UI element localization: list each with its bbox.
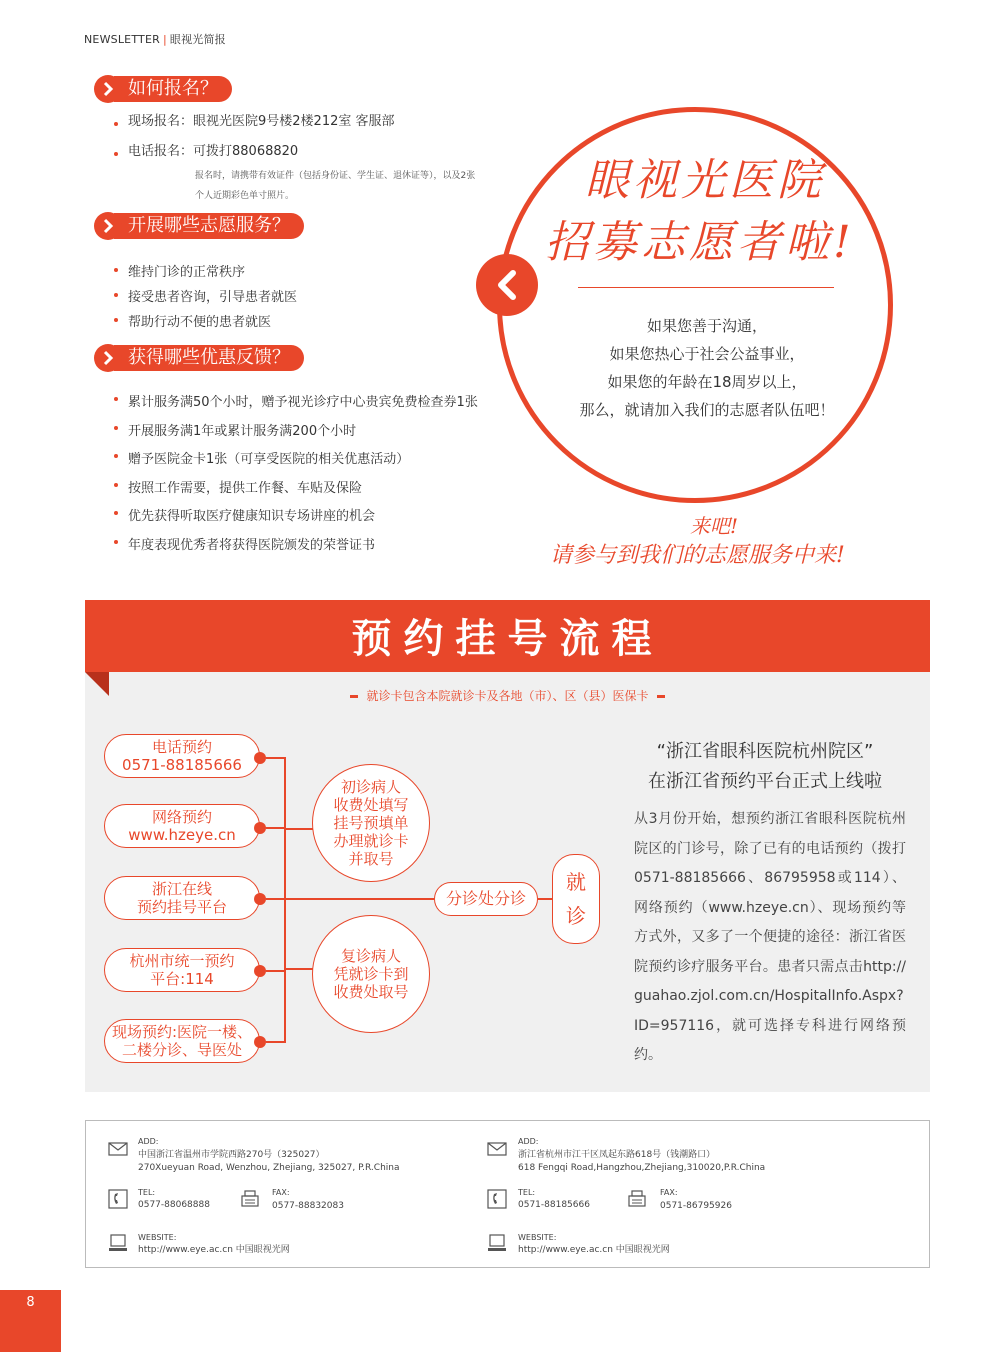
- tel-value: 0577-88068888: [138, 1200, 210, 1210]
- phone-icon: [487, 1189, 507, 1209]
- return-visit-line: 凭就诊卡到: [333, 965, 409, 983]
- connector: [284, 757, 286, 1043]
- channel-line: 平台:114: [150, 970, 214, 988]
- call-to-action-line1: 来吧!: [690, 514, 739, 538]
- flow-dot: [254, 965, 266, 977]
- list-item: 接受患者咨询，引导患者就医: [114, 285, 297, 310]
- first-visit-line: 初诊病人: [340, 778, 401, 796]
- newsletter-header: [84, 31, 226, 47]
- flow-dot: [254, 1036, 266, 1048]
- call-to-action-line2: 请参与到我们的志愿服务中来!: [550, 543, 845, 568]
- fax-label: FAX:: [272, 1188, 290, 1197]
- address-en: 618 Fengqi Road,Hangzhou,Zhejiang,310020,P.R.China: [518, 1163, 766, 1173]
- fax-label: FAX:: [660, 1188, 678, 1197]
- channel-line: 网络预约: [151, 808, 212, 826]
- connector: [284, 968, 314, 970]
- visit-char: 诊: [566, 904, 586, 928]
- flow-subtitle-text: 就诊卡包含本院就诊卡及各地（市）、区（县）医保卡: [366, 689, 649, 703]
- news-body: 从3月份开始，想预约浙江省眼科医院杭州院区的门诊号，除了已有的电话预约（拨打0571-88185666、86795958或114）、网络预约（www.hzeye.cn）、现场预约等方式外，又多了一个便捷的途径：浙江省医院预约诊疗服务平台。患者只需点击http://guahao.zjol.com.cn/HospitalInfo.Aspx?ID=957116，就可选择专科进行网络预约。: [634, 811, 906, 1063]
- benefits-list: [114, 389, 478, 560]
- news-title-line1: “浙江省眼科医院杭州院区”: [656, 741, 874, 762]
- tel-value: 0571-88185666: [518, 1200, 590, 1210]
- list-item: 电话报名：可拨打88068820: [114, 144, 395, 160]
- list-item: 赠予医院金卡1张（可享受医院的相关优惠活动）: [114, 446, 478, 475]
- circle-title-line1: 眼视光医院: [585, 155, 825, 206]
- address-cn: 中国浙江省温州市学院西路270号（325027）: [138, 1150, 325, 1160]
- channel-phone: [104, 734, 260, 778]
- first-visit-line: 收费处填写: [333, 796, 409, 814]
- mail-icon: [487, 1139, 507, 1159]
- news-title: [615, 737, 915, 797]
- first-visit-line: 挂号预填单: [333, 814, 409, 832]
- page-number: 8: [26, 1295, 35, 1310]
- list-item: 年度表现优秀者将获得医院颁发的荣誉证书: [114, 532, 478, 561]
- flow-dot: [254, 893, 266, 905]
- return-visit-circle: [312, 915, 430, 1033]
- list-item: 优先获得听取医疗健康知识专场讲座的机会: [114, 503, 478, 532]
- circle-divider: [578, 287, 834, 288]
- channel-line: www.hzeye.cn: [128, 826, 236, 844]
- connector: [284, 898, 434, 900]
- website-value: http://www.eye.ac.cn 中国眼视光网: [138, 1245, 290, 1255]
- connector: [266, 1041, 286, 1043]
- header-separator: |: [162, 33, 167, 46]
- channel-line: 杭州市统一预约: [129, 952, 235, 970]
- computer-icon: [487, 1233, 507, 1253]
- address-label: ADD:: [518, 1137, 539, 1146]
- section-services-title: 开展哪些志愿服务？: [114, 213, 304, 239]
- fax-value: 0571-86795926: [660, 1201, 732, 1211]
- channel-hangzhou-114: [104, 948, 260, 992]
- channel-web: [104, 804, 260, 848]
- return-visit-line: 复诊病人: [340, 947, 401, 965]
- channel-line: 浙江在线: [151, 880, 212, 898]
- connector: [266, 827, 286, 829]
- section-signup-title: 如何报名？: [114, 76, 232, 102]
- website-label: WEBSITE:: [138, 1233, 177, 1242]
- visit-char: 就: [566, 870, 586, 894]
- tel-label: TEL:: [138, 1188, 156, 1197]
- signup-list: [114, 114, 395, 160]
- fax-icon: [240, 1189, 260, 1209]
- channel-line: 电话预约: [151, 738, 212, 756]
- list-item: 现场报名：眼视光医院9号楼2楼212室 客服部: [114, 114, 395, 130]
- connector: [284, 828, 314, 830]
- message-line: 如果您热心于社会公益事业，: [609, 345, 805, 363]
- list-item: 开展服务满1年或累计服务满200个小时: [114, 418, 478, 447]
- contact-footer: [85, 1120, 930, 1268]
- header-brand: NEWSLETTER: [84, 33, 160, 46]
- chevron-right-icon: [94, 75, 122, 103]
- note-line: 个人近期彩色单寸照片。: [195, 191, 295, 201]
- address-en: 270Xueyuan Road, Wenzhou, Zhejiang, 325027, P.R.China: [138, 1163, 400, 1173]
- note-line: 报名时，请携带有效证件（包括身份证、学生证、退休证等），以及2张: [195, 171, 476, 181]
- list-item: 维持门诊的正常秩序: [114, 260, 297, 285]
- return-visit-line: 收费处取号: [333, 983, 409, 1001]
- connector: [266, 970, 286, 972]
- connector: [266, 757, 286, 759]
- signup-note: [195, 166, 475, 206]
- first-visit-line: 办理就诊卡: [333, 832, 409, 850]
- header-name: 眼视光简报: [169, 33, 226, 46]
- message-line: 那么，就请加入我们的志愿者队伍吧！: [579, 401, 835, 419]
- website-label: WEBSITE:: [518, 1233, 557, 1242]
- channel-zhejiang-online: [104, 876, 260, 920]
- chevron-left-icon: [476, 254, 538, 316]
- channel-line: 二楼分诊、导医处: [121, 1041, 242, 1059]
- visit-box: [552, 854, 600, 944]
- flow-subtitle: [85, 687, 930, 704]
- address-cn: 浙江省杭州市江干区凤起东路618号（钱潮路口）: [518, 1150, 716, 1160]
- list-item: 帮助行动不便的患者就医: [114, 310, 297, 335]
- section-benefits-title: 获得哪些优惠反馈？: [114, 345, 304, 371]
- mail-icon: [108, 1139, 128, 1159]
- computer-icon: [108, 1233, 128, 1253]
- channel-line: 预约挂号平台: [136, 898, 227, 916]
- phone-icon: [108, 1189, 128, 1209]
- triage-box: [434, 882, 538, 916]
- list-item: 累计服务满50个小时，赠予视光诊疗中心贵宾免费检查券1张: [114, 389, 478, 418]
- flow-dot: [254, 822, 266, 834]
- connector: [266, 898, 286, 900]
- circle-message: [537, 312, 877, 424]
- news-title-line2: 在浙江省预约平台正式上线啦: [648, 771, 882, 792]
- chevron-right-icon: [94, 344, 122, 372]
- channel-onsite: [104, 1019, 260, 1063]
- address-label: ADD:: [138, 1137, 159, 1146]
- channel-line: 现场预约:医院一楼、: [111, 1023, 253, 1041]
- list-item: 按照工作需要，提供工作餐、车贴及保险: [114, 475, 478, 504]
- fax-value: 0577-88832083: [272, 1201, 344, 1211]
- triage-label: 分诊处分诊: [445, 889, 526, 908]
- channel-line: 0571-88185666: [122, 756, 242, 774]
- flow-title: 预约挂号流程: [351, 616, 664, 662]
- message-line: 如果您的年龄在18周岁以上，: [607, 373, 807, 391]
- services-list: [114, 260, 297, 335]
- website-value: http://www.eye.ac.cn 中国眼视光网: [518, 1245, 670, 1255]
- flow-dot: [254, 752, 266, 764]
- first-visit-circle: [312, 764, 430, 882]
- fax-icon: [627, 1189, 647, 1209]
- first-visit-line: 并取号: [348, 850, 394, 868]
- message-line: 如果您善于沟通，: [646, 317, 767, 335]
- circle-title-line2: 招募志愿者啦!: [545, 217, 855, 268]
- chevron-right-icon: [94, 212, 122, 240]
- tel-label: TEL:: [518, 1188, 536, 1197]
